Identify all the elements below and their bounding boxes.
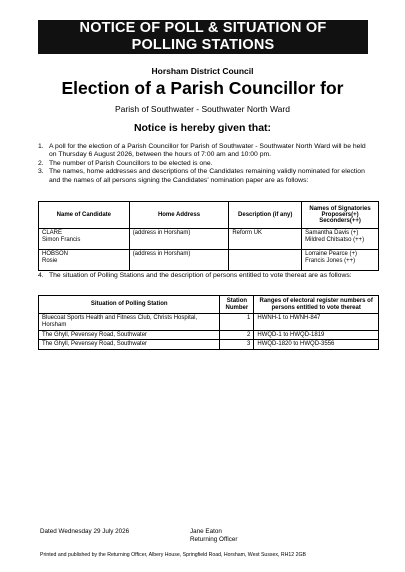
dated-line: Dated Wednesday 29 July 2026	[40, 528, 130, 535]
candidate-name-cell	[39, 229, 130, 250]
candidate-surname: CLARE	[42, 230, 63, 236]
notice-item-4	[38, 272, 374, 280]
column-header: Names of Signatories Proposers(+) Seconders(++)	[302, 202, 379, 229]
item-number: 3.	[38, 168, 44, 176]
returning-officer-block	[190, 528, 237, 543]
item-text: The names, home addresses and descriptions of the Candidates remaining validly nominated for election and the names of all persons signing the Candidates' nomination paper are as follows:	[49, 168, 365, 184]
candidate-forenames: Rosie	[42, 258, 58, 265]
officer-name: Jane Eaton	[190, 528, 222, 535]
candidate-forenames: Simon Francis	[42, 237, 81, 244]
column-header: Description (if any)	[229, 202, 302, 229]
proposer: Lorraine Pearce (+)	[305, 251, 357, 257]
officer-title: Returning Officer	[190, 535, 238, 543]
table-row	[39, 340, 379, 350]
station-situation: Bluecoat Sports Health and Fitness Club, Christs Hospital, Horsham	[39, 314, 220, 331]
notice-item	[38, 160, 374, 168]
candidate-address: (address in Horsham)	[129, 229, 229, 250]
item-number: 4.	[38, 272, 44, 279]
notice-item	[38, 168, 374, 185]
election-headline: Election of a Parish Councillor for	[61, 78, 344, 98]
table-header-row	[39, 202, 379, 229]
station-number: 1	[220, 314, 254, 331]
station-register-range: HWNH-1 to HWNH-847	[254, 314, 379, 331]
candidate-name-cell	[39, 250, 130, 271]
table-row	[39, 250, 379, 271]
candidates-table	[38, 201, 379, 271]
banner-line-2: POLLING STATIONS	[131, 37, 275, 53]
station-situation: The Ghyll, Pevensey Road, Southwater	[39, 340, 220, 350]
station-situation: The Ghyll, Pevensey Road, Southwater	[39, 330, 220, 340]
notice-items	[38, 143, 374, 185]
column-header: Station Number	[220, 296, 254, 314]
seconder: Mildred Chitsatso (++)	[305, 237, 365, 244]
station-number: 2	[220, 330, 254, 340]
candidate-signatories	[302, 229, 379, 250]
item-text: The situation of Polling Stations and the description of persons entitled to vote thereat are as follows:	[49, 272, 352, 279]
table-row	[39, 229, 379, 250]
candidate-address: (address in Horsham)	[129, 250, 229, 271]
ward-name: Parish of Southwater - Southwater North Ward	[115, 104, 290, 114]
station-register-range: HWQD-1820 to HWQD-3556	[254, 340, 379, 350]
station-register-range: HWQD-1 to HWQD-1819	[254, 330, 379, 340]
column-header: Ranges of electoral register numbers of persons entitled to vote thereat	[254, 296, 379, 314]
station-number: 3	[220, 340, 254, 350]
notice-banner	[38, 20, 368, 54]
seconder: Francis Jones (++)	[305, 258, 356, 265]
column-header: Home Address	[129, 202, 229, 229]
notice-given-heading: Notice is hereby given that:	[133, 122, 272, 134]
proposer: Samantha Davis (+)	[305, 230, 359, 236]
notice-item	[38, 143, 374, 160]
candidate-signatories	[302, 250, 379, 271]
council-name: Horsham District Council	[151, 66, 254, 76]
banner-line-1: NOTICE OF POLL & SITUATION OF	[79, 20, 327, 36]
item-text: The number of Parish Councillors to be elected is one.	[49, 159, 213, 167]
table-header-row	[39, 296, 379, 314]
imprint-line: Printed and published by the Returning Officer, Albery House, Springfield Road, Horsham, West Sussex, RH12 2GB	[40, 552, 306, 558]
item-number: 2.	[38, 159, 44, 167]
item-number: 1.	[38, 143, 44, 150]
item-text: A poll for the election of a Parish Councillor for Parish of Southwater - Southwater North Ward will be held on Thursday 6 August 2026, between the hours of 7:00 am and 10:00 pm.	[49, 143, 366, 159]
table-row	[39, 330, 379, 340]
table-row	[39, 314, 379, 331]
candidate-description	[229, 250, 302, 271]
candidate-surname: HOBSON	[42, 251, 69, 257]
column-header: Name of Candidate	[39, 202, 130, 229]
column-header: Situation of Polling Station	[39, 296, 220, 314]
polling-stations-table	[38, 295, 379, 350]
candidate-description: Reform UK	[229, 229, 302, 250]
